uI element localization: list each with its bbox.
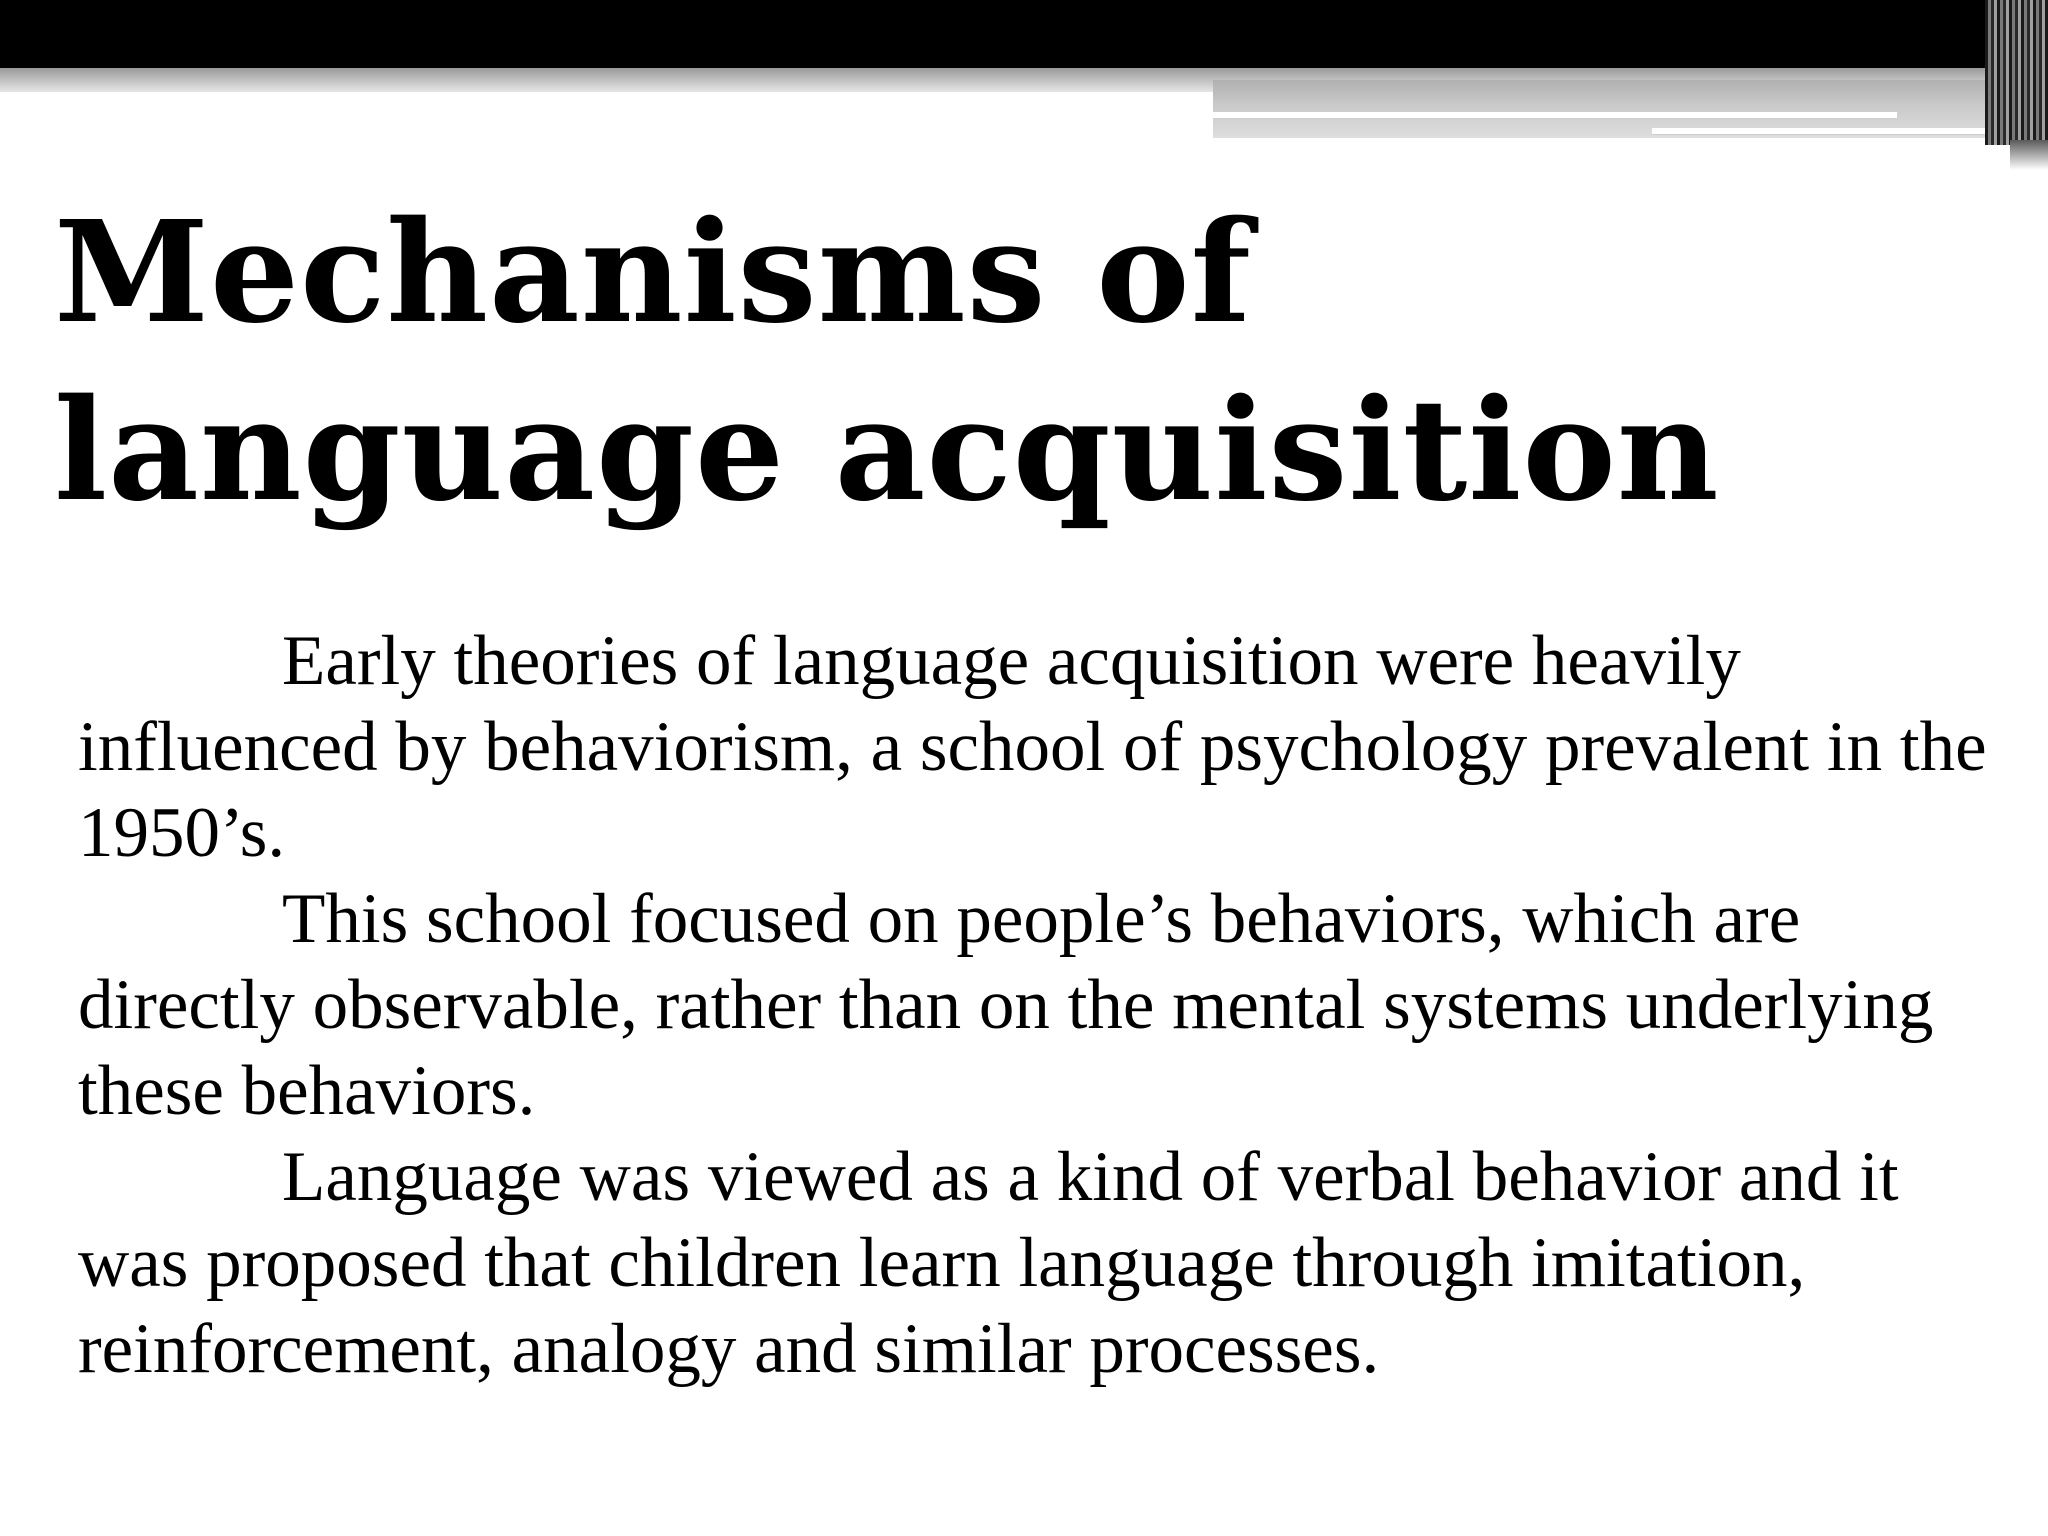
body-paragraph: Language was viewed as a kind of verbal behavior and it was proposed that children learn language through imitation, reinforcement, analogy and similar processes. (78, 1138, 1899, 1388)
slide-title: Mechanisms of language acquisition (54, 191, 1720, 533)
accent-line (1213, 112, 1897, 119)
top-decorative-bar (0, 0, 2048, 68)
body-paragraph: Early theories of language acquisition were heavily influenced by behaviorism, a school of psychology prevalent in the 1950’s. (78, 622, 1987, 872)
slide-body (78, 618, 1998, 1392)
edge-stripes (1985, 0, 2048, 145)
edge-fade (2010, 140, 2048, 170)
body-paragraph: This school focused on people’s behaviors, which are directly observable, rather than on the mental systems underlying these behaviors. (78, 880, 1934, 1130)
accent-line (1652, 128, 2012, 135)
